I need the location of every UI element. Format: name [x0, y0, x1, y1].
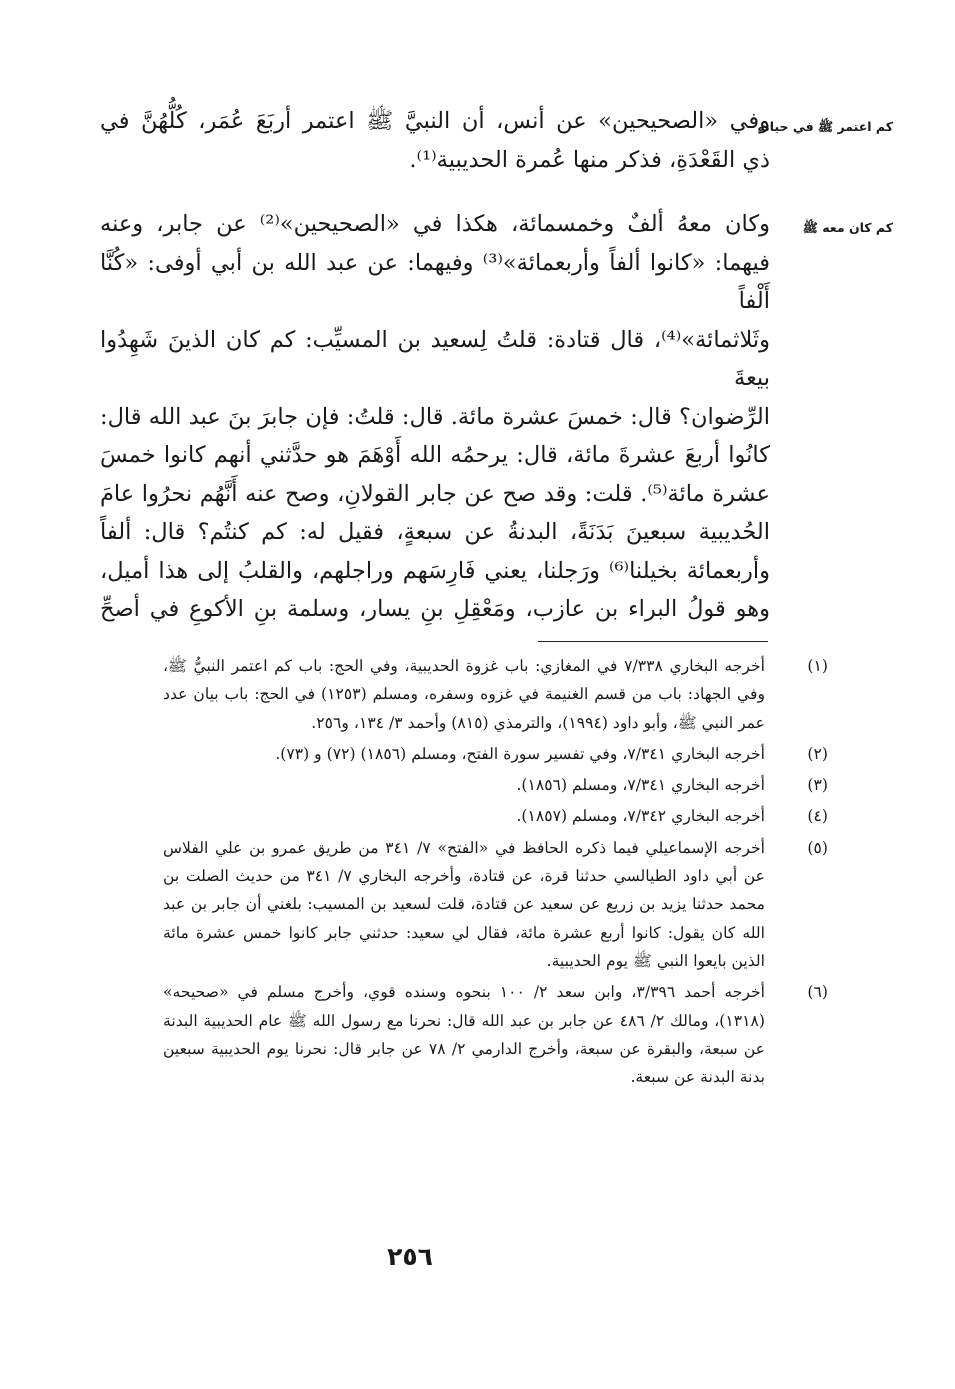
- margin-note-umrah-count: كم اعتمر ﷺ في حياته: [757, 119, 893, 134]
- footnote-number: (٤): [807, 807, 828, 826]
- text-line: وفي «الصحيحين» عن أنس، أن النبيَّ ﷺ اعتمر أربَعَ عُمَر، كُلُّهُنَّ في: [100, 108, 770, 134]
- text-line: ذي القَعْدَةِ، فذكر منها عُمرة الحديبية⁽¹⁾.: [409, 146, 770, 173]
- margin-note-companions-count: كم كان معه ﷺ: [802, 220, 893, 235]
- footnote-text: أخرجه البخاري ٧/٣٤١، وفي تفسير سورة الفتح، ومسلم (١٨٥٦) (٧٢) و (٧٣).: [275, 744, 765, 763]
- footnote-text: أخرجه الإسماعيلي فيما ذكره الحافظ في «الفتح» ٧/ ٣٤١ من طريق عمرو بن علي الفلاس عن أبي داود الطيالسي حدثنا قرة، عن قتادة، وأخرجه البخاري ٧/ ٣٤١ من حديث الصلت بن محمد حدثنا يزيد بن زريع عن سعيد عن قتادة، قلت لسعيد بن المسيب: بلغني أن جابر بن عبد الله كان يقول: كانوا أربع عشرة مائة، فقال لي سعيد: حدثني جابر كانوا خمس عشرة مائة الذين بايعوا النبي ﷺ يوم الحديبية.: [163, 838, 766, 970]
- page-number: ٢٥٦: [387, 1242, 433, 1271]
- footnote-text: أخرجه البخاري ٧/٣٣٨ في المغازي: باب غزوة الحديبية، وفي الحج: باب كم اعتمر النبيُّ ﷺ، وفي الجهاد: باب من قسم الغنيمة في غزوه وسفره، ومسلم (١٢٥٣) في الحج: باب بيان عدد عمر النبي ﷺ، وأبو داود (١٩٩٤)، والترمذي (٨١٥) وأحمد ٣/ ١٣٤، و٢٥٦.: [163, 657, 765, 732]
- footnote: [163, 652, 828, 737]
- footnote-divider: [538, 641, 768, 642]
- footnote-number: (٥): [807, 838, 828, 857]
- paragraph-companions: [100, 205, 770, 629]
- paragraph-umrah: [100, 102, 770, 179]
- footnote-text: أخرجه أحمد ٣/٣٩٦، وابن سعد ٢/ ١٠٠ بنحوه وسنده قوي، وأخرج مسلم في «صحيحه» (١٣١٨)، ومالك ٢/ ٤٨٦ عن جابر بن عبد الله قال: نحرنا مع رسول الله ﷺ عام الحديبية البدنة عن سبعة، والبقرة عن سبعة، وأخرج الدارمي ٢/ ٧٨ عن جابر قال: نحرنا يوم الحديبية سبعين بدنة البدنة عن سبعة.: [163, 983, 766, 1087]
- text-line: عشرة مائة⁽⁵⁾. قلت: وقد صح عن جابر القولانِ، وصح عنه أَنَّهُم نحرُوا عامَ: [100, 480, 770, 507]
- text-line: وهو قولُ البراء بن عازب، ومَعْقِلِ بنِ يسار، وسلمة بنِ الأكوعِ في أصحِّ: [100, 596, 770, 622]
- text-line: كانُوا أربعَ عشرةَ مائة، قال: يرحمُه الله أَوْهَمَ هو حدَّثني أنهم كانوا خمسَ: [100, 442, 770, 468]
- text-line: الرِّضوان؟ قال: خمسَ عشرة مائة. قال: قلتُ: فإن جابرَ بنَ عبد الله قال:: [100, 403, 770, 430]
- text-line: وأربعمائة بخيلنا⁽⁶⁾ ورَجلنا، يعني فَارِسَهم وراجلهم، والقلبُ إلى هذا أميل،: [100, 557, 770, 584]
- text-line: الحُديبية سبعينَ بَدَنَةً، البدنةُ عن سبعةٍ، فقيل له: كم كنتُم؟ قال: ألفاً: [100, 519, 770, 545]
- text-line: وكان معهُ ألفٌ وخمسمائة، هكذا في «الصحيحين»⁽²⁾ عن جابر، وعنه: [100, 211, 770, 237]
- text-line: فيهما: «كانوا ألفاً وأربعمائة»⁽³⁾ وفيهما: عن عبد الله بن أبي أوفى: «كُنَّا أَلْفاً: [100, 249, 770, 314]
- footnote-number: (١): [807, 657, 828, 675]
- text-line: وثَلاثمائة»⁽⁴⁾، قال قتادة: قلتُ لِسعيد بن المسيِّب: كم كان الذينَ شَهِدُوا بيعةَ: [100, 326, 770, 391]
- footnote: [163, 834, 828, 975]
- footnote: [163, 771, 828, 799]
- footnote: [163, 740, 828, 768]
- footnotes: [163, 652, 828, 1094]
- footnote: [163, 802, 828, 830]
- footnote-number: (٢): [807, 744, 828, 763]
- footnote-text: أخرجه البخاري ٧/٣٤٢، ومسلم (١٨٥٧).: [516, 807, 765, 826]
- footnote-number: (٦): [807, 983, 828, 1002]
- footnote-number: (٣): [807, 776, 828, 795]
- footnote-text: أخرجه البخاري ٧/٣٤١، ومسلم (١٨٥٦).: [516, 776, 765, 795]
- footnote: [163, 978, 828, 1091]
